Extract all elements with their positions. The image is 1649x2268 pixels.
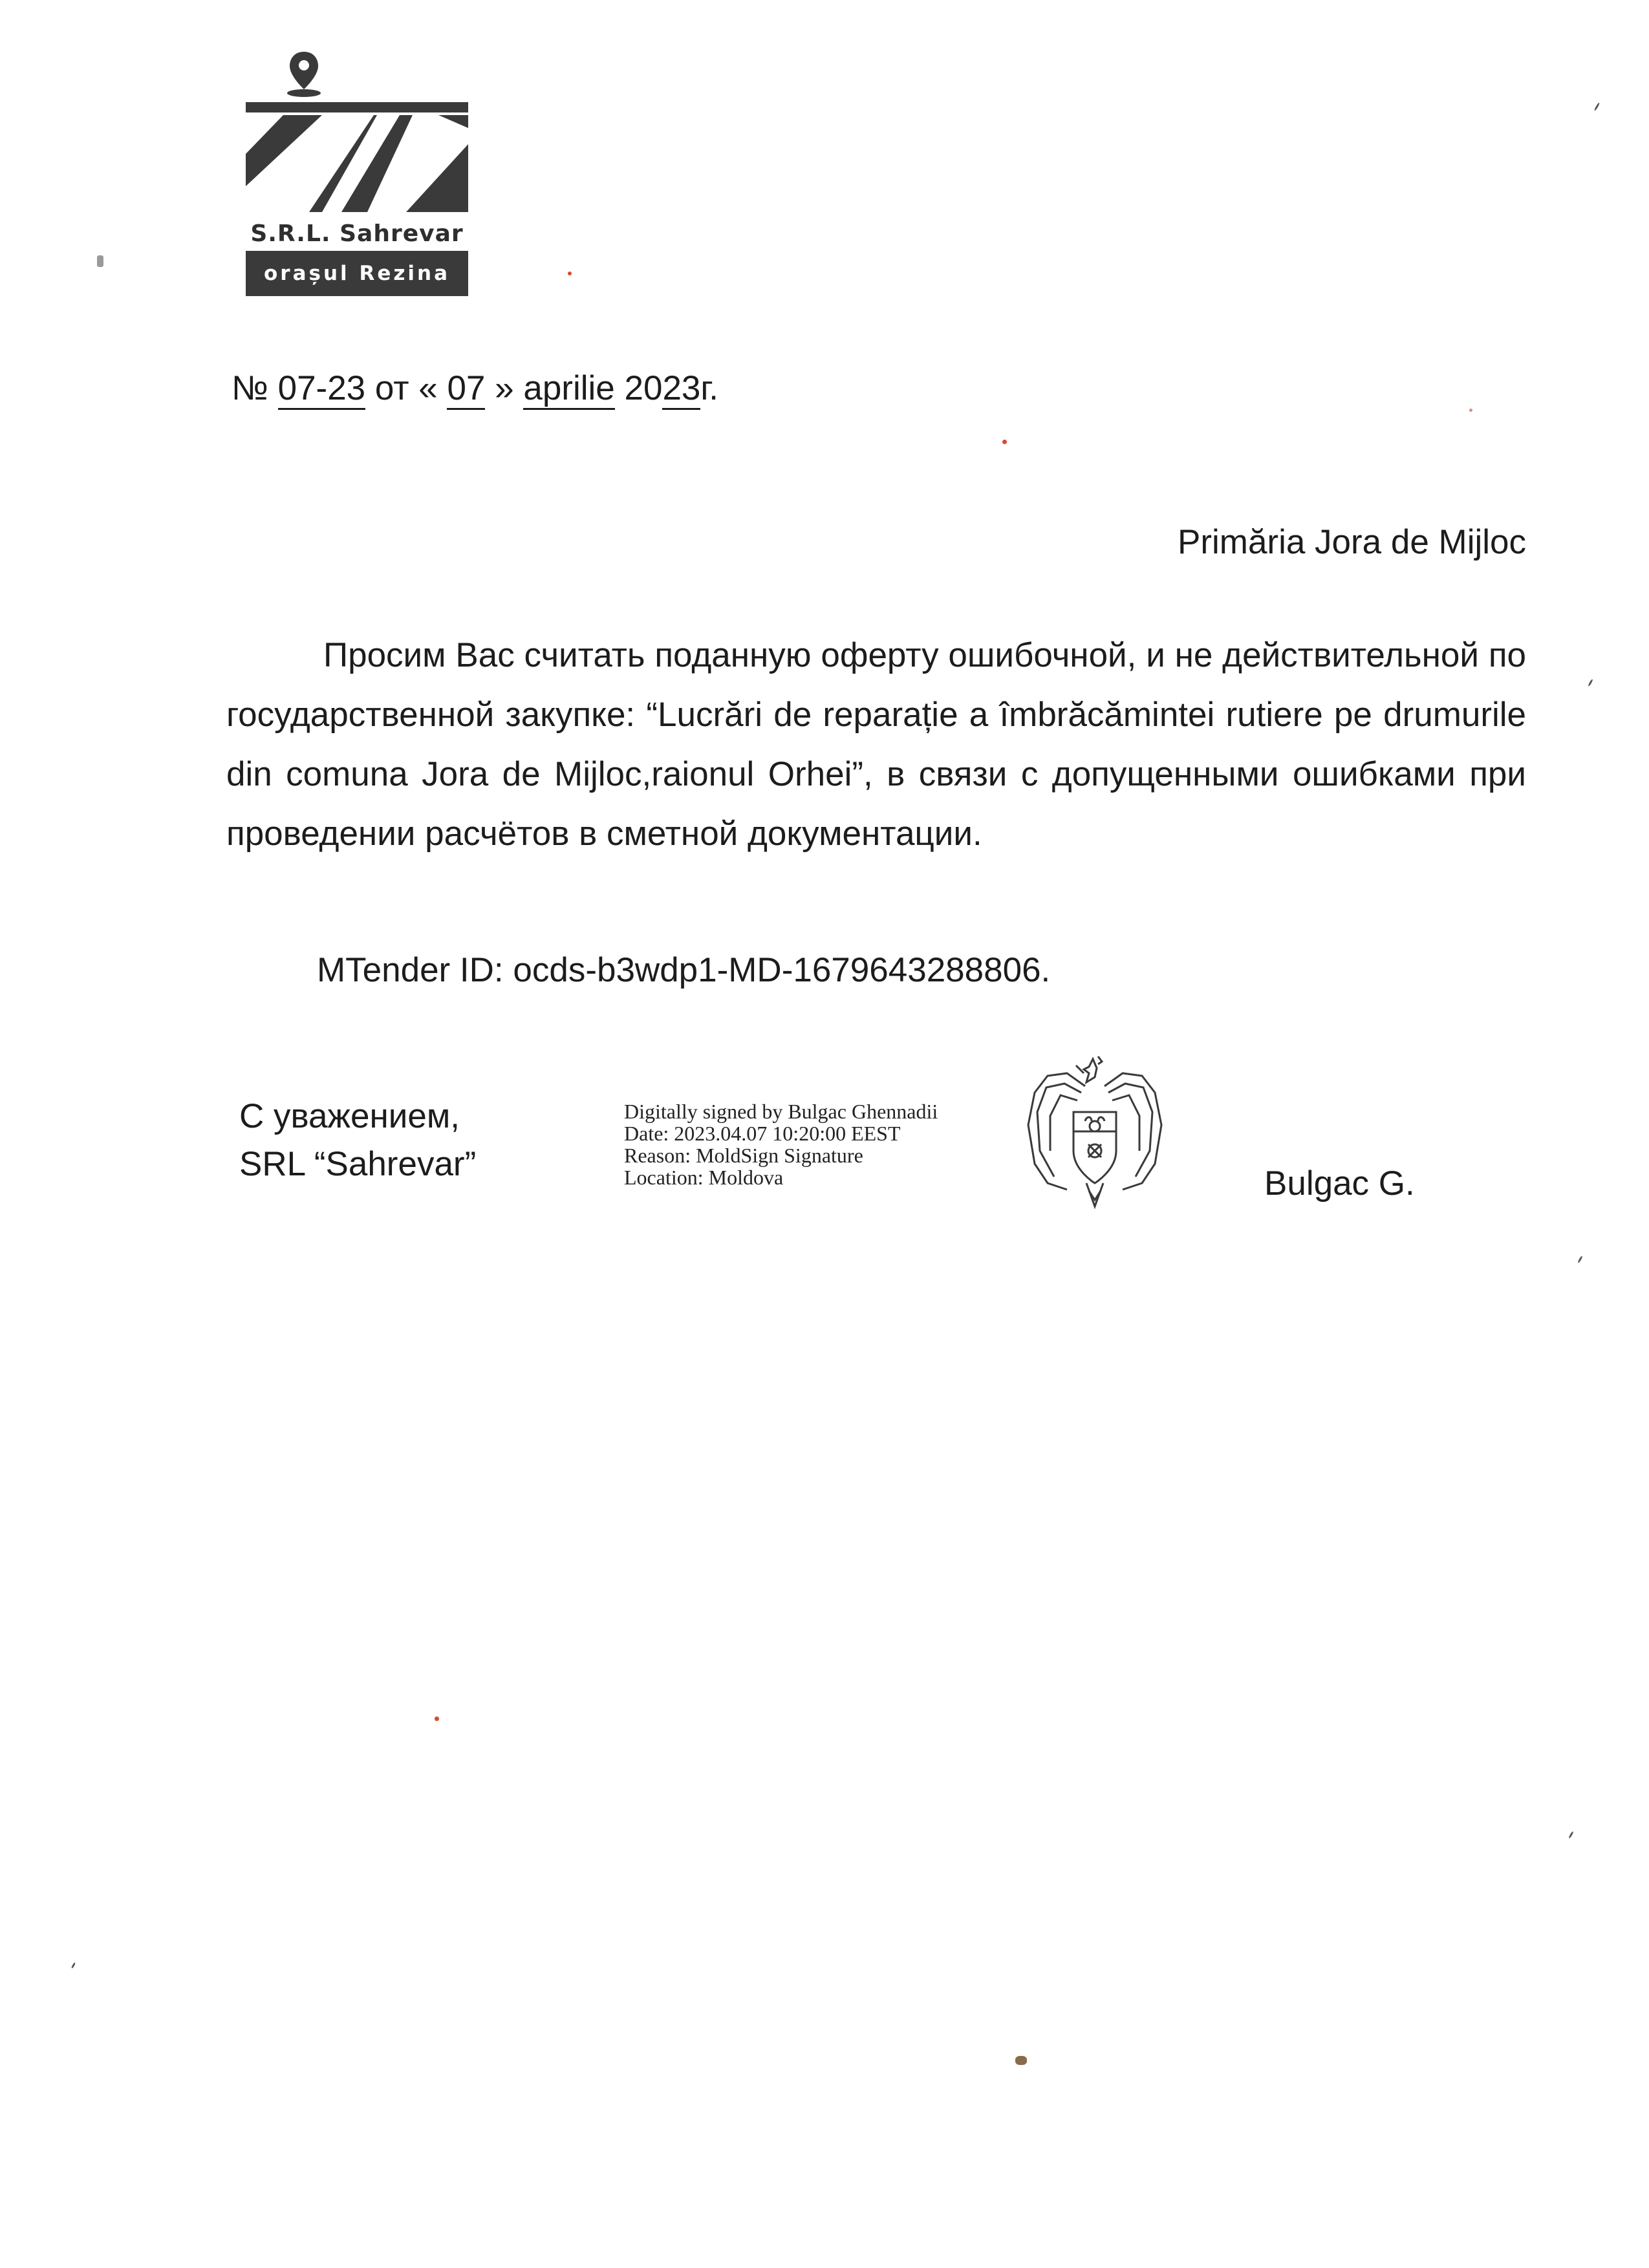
year-word: г. (700, 369, 718, 407)
scan-speck (435, 1717, 439, 1721)
location-pin-icon (287, 52, 321, 97)
scan-speck (97, 255, 103, 267)
quote-close: » (495, 369, 514, 407)
closing-company: SRL “Sahrevar” (239, 1145, 477, 1183)
ot-word: от (374, 369, 409, 407)
body-paragraph: Просим Вас считать поданную оферту ошибочной, и не действительной по государственной закупке: “Lucrări de reparație a îmbrăcămintei rutiere pe drumurile din comuna Jora de Mijloc,raionul Orhei”, в связи с допущенными ошибками при проведении расчётов в сметной документации. (226, 636, 1526, 853)
reference-year: 2023 (624, 369, 700, 410)
logo-town-text: orașul Rezina (264, 262, 450, 285)
coat-of-arms-icon (1022, 1054, 1168, 1210)
scan-speck (71, 1962, 76, 1969)
road-graphic (246, 115, 468, 212)
closing-salutation: С уважением, (239, 1097, 460, 1135)
number-sign: № (232, 369, 268, 407)
scan-speck (1577, 1256, 1583, 1263)
scan-speck (568, 272, 572, 275)
recipient: Primăria Jora de Mijloc (1178, 523, 1526, 561)
logo-company-text: S.R.L. Sahrevar (250, 220, 464, 247)
reference-number: 07-23 (278, 369, 366, 410)
reference-day: 07 (447, 369, 485, 410)
scan-speck (1594, 102, 1600, 111)
reference-month: aprilie (523, 369, 614, 410)
scan-speck (1015, 2056, 1027, 2065)
digital-signature (624, 1100, 938, 1188)
signature-reason: Reason: MoldSign Signature (624, 1144, 863, 1167)
signature-date: Date: 2023.04.07 10:20:00 EEST (624, 1122, 901, 1145)
quote-open: « (418, 369, 438, 407)
signature-signed-by: Digitally signed by Bulgac Ghennadii (624, 1100, 938, 1123)
scan-speck (1469, 409, 1472, 412)
closing-block (239, 1093, 476, 1188)
scan-speck (1588, 679, 1593, 687)
tender-id: MTender ID: ocds-b3wdp1-MD-1679643288806. (317, 951, 1051, 989)
scan-speck (1002, 440, 1007, 444)
scan-speck (1568, 1831, 1574, 1839)
signature-location: Location: Moldova (624, 1166, 784, 1189)
company-logo (244, 50, 469, 296)
reference-line (232, 369, 718, 408)
signer-name: Bulgac G. (1264, 1164, 1415, 1203)
